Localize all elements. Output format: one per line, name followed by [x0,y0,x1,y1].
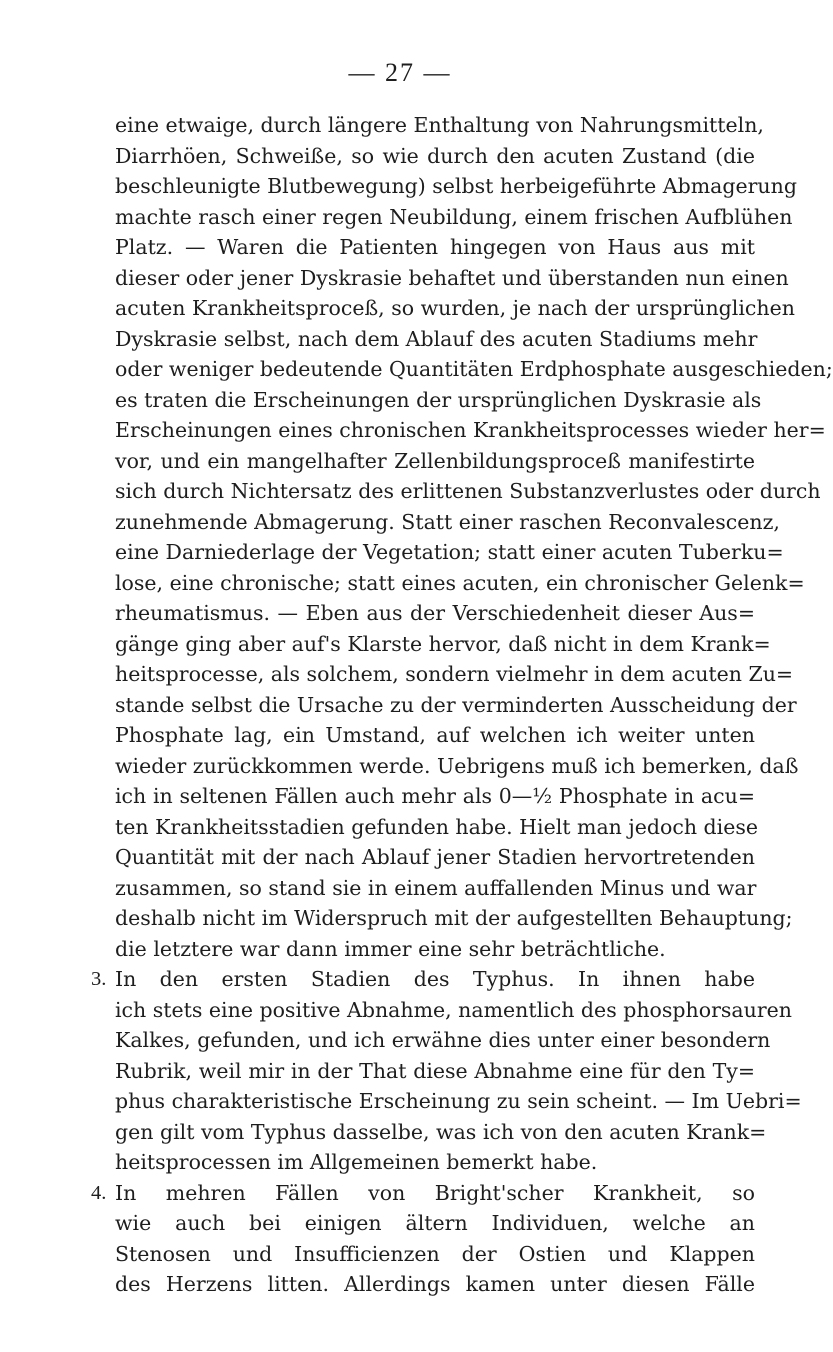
text-line: Quantität mit der nach Ablauf jener Stadien hervortretenden [115,845,755,869]
text-line: es traten die Erscheinungen der ursprünglichen Dyskrasie als [115,387,762,412]
text-line: Platz. — Waren die Patienten hingegen von Haus aus mit [115,235,755,259]
text-line: ich in seltenen Fällen auch mehr als 0—½ Phosphate in acu= [115,784,755,808]
text-line: zunehmende Abmagerung. Statt einer raschen Reconvalescenz, [115,509,780,534]
text-line: Phosphate lag, ein Umstand, auf welchen ich weiter unten [115,723,755,747]
item-number: 3. [91,968,107,990]
text-line: rheumatismus. — Eben aus der Verschiedenheit dieser Aus= [115,601,755,625]
text-line: lose, eine chronische; statt eines acuten, ein chronischer Gelenk= [115,570,805,595]
text-line: gen gilt vom Typhus dasselbe, was ich von den acuten Krank= [115,1119,767,1144]
text-line: Diarrhöen, Schweiße, so wie durch den acuten Zustand (die [115,143,755,168]
text-line: Dyskrasie selbst, nach dem Ablauf des acuten Stadiums mehr [115,326,758,351]
body-text [91,110,833,1300]
text-line: des Herzens litten. Allerdings kamen unter diesen Fälle [115,1272,755,1296]
text-line: heitsprocesse, als solchem, sondern vielmehr in dem acuten Zu= [115,662,794,686]
list-item-4 [91,1178,755,1300]
text-line: Stenosen und Insufficienzen der Ostien und Klappen [115,1241,755,1266]
text-line: eine etwaige, durch längere Enthaltung von Nahrungsmitteln, [115,113,764,137]
text-line [91,1178,755,1209]
item-text: In den ersten Stadien des Typhus. In ihnen habe [115,967,755,991]
text-line: machte rasch einer regen Neubildung, einem frischen Aufblühen [115,204,793,229]
text-line: ten Krankheitsstadien gefunden habe. Hielt man jedoch diese [115,814,759,839]
item-number: 4. [91,1181,107,1204]
main-paragraph [115,110,833,964]
text-line [91,964,755,995]
text-line: beschleunigte Blutbewegung) selbst herbeigeführte Abmagerung [115,174,797,198]
text-line: ich stets eine positive Abnahme, namentlich des phosphorsauren [115,997,792,1022]
text-line: dieser oder jener Dyskrasie behaftet und überstanden nun einen [115,265,789,290]
text-line: eine Darniederlage der Vegetation; statt einer acuten Tuberku= [115,540,784,564]
text-line: wieder zurückkommen werde. Uebrigens muß ich bemerken, daß [115,753,799,778]
text-line: wie auch bei einigen ältern Individuen, welche an [115,1211,755,1235]
page-number: — 27 — [348,58,452,87]
text-line: gänge ging aber auf's Klarste hervor, daß nicht in dem Krank= [115,631,771,656]
text-line: zusammen, so stand sie in einem auffallenden Minus und war [115,875,757,900]
text-line: Rubrik, weil mir in der That diese Abnahme eine für den Ty= [115,1058,755,1083]
text-line: oder weniger bedeutende Quantitäten Erdphosphate ausgeschieden; [115,357,833,381]
text-line: deshalb nicht im Widerspruch mit der aufgestellten Behauptung; [115,906,793,930]
text-line: Kalkes, gefunden, und ich erwähne dies unter einer besondern [115,1028,771,1052]
text-line: vor, und ein mangelhafter Zellenbildungsproceß manifestirte [115,448,755,473]
text-line: sich durch Nichtersatz des erlittenen Substanzverlustes oder durch [115,479,821,503]
text-line: Erscheinungen eines chronischen Krankheitsprocesses wieder her= [115,418,826,442]
text-line: acuten Krankheitsproceß, so wurden, je nach der ursprünglichen [115,296,795,320]
list-item-3 [91,964,802,1178]
text-line: phus charakteristische Erscheinung zu sein scheint. — Im Uebri= [115,1089,802,1113]
text-line: stande selbst die Ursache zu der verminderten Ausscheidung der [115,692,797,717]
text-line: heitsprocessen im Allgemeinen bemerkt habe. [115,1150,598,1174]
text-line: die letztere war dann immer eine sehr beträchtliche. [115,936,666,961]
item-text: In mehren Fällen von Bright'scher Krankheit, so [115,1180,755,1205]
